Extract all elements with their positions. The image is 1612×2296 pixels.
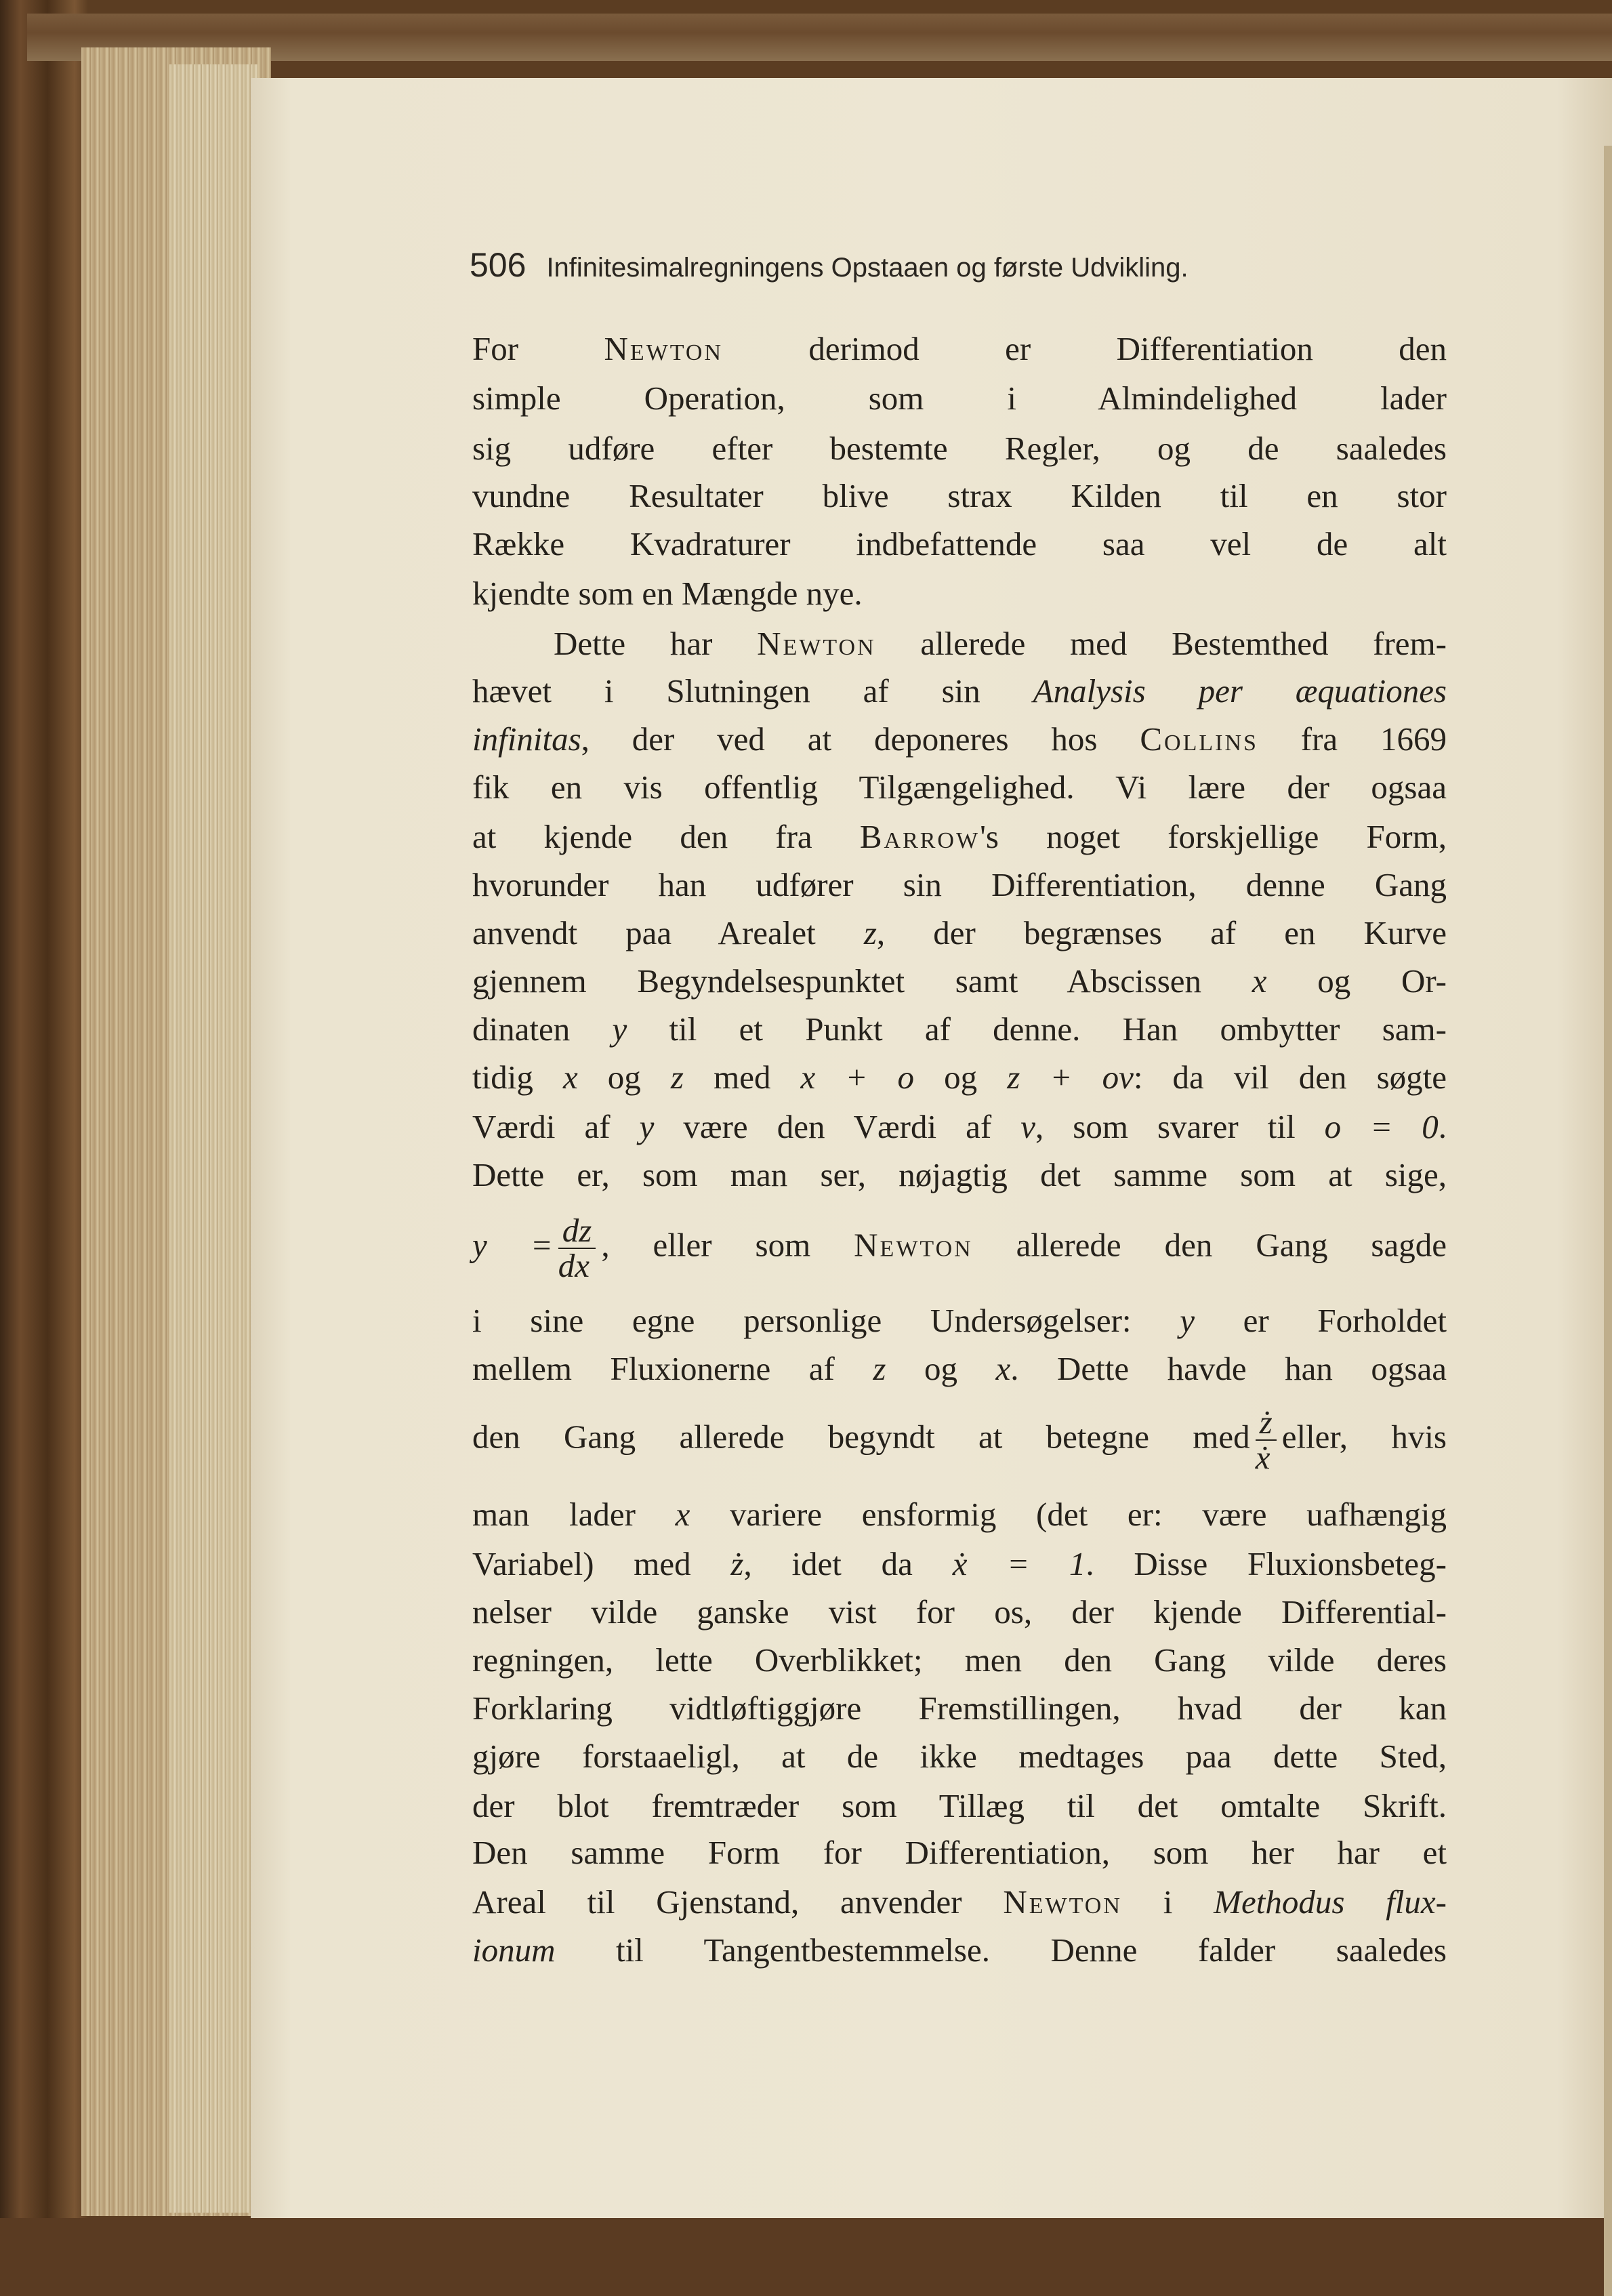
text-run: og bbox=[577, 1059, 671, 1096]
italic-text: z bbox=[670, 1059, 684, 1096]
text-run: Den samme Form for Differentiation, som her har et bbox=[472, 1833, 1447, 1871]
text-line bbox=[472, 1544, 1447, 1584]
text-run: fik en vis offentlig Tilgængelighed. Vi lære der ogsaa bbox=[472, 768, 1447, 806]
text-run: man lader bbox=[472, 1496, 676, 1533]
text-line bbox=[472, 428, 1447, 469]
text-run: regningen, lette Overblikket; men den Gang vilde deres bbox=[472, 1641, 1447, 1679]
text-run: dinaten bbox=[472, 1010, 613, 1048]
text-run: eller, hvis bbox=[1281, 1418, 1447, 1456]
text-run: Række Kvadraturer indbefattende saa vel de alt bbox=[472, 525, 1447, 563]
text-run: sig udføre efter bestemte Regler, og de saaledes bbox=[472, 429, 1447, 467]
text-run: nelser vilde ganske vist for os, der kjende Differential- bbox=[472, 1593, 1447, 1631]
text-run: er Forholdet bbox=[1194, 1302, 1447, 1340]
author-name: Newton bbox=[1003, 1883, 1122, 1921]
text-run: i bbox=[1121, 1883, 1214, 1921]
text-line bbox=[472, 1640, 1447, 1681]
fraction-denominator: ẋ bbox=[1255, 1439, 1270, 1477]
text-line bbox=[472, 1882, 1447, 1923]
author-name: Newton bbox=[854, 1225, 973, 1263]
text-line bbox=[472, 1300, 1447, 1341]
text-run: Dette er, som man ser, nøjagtig det samme som at sige, bbox=[472, 1156, 1447, 1194]
text-run: i sine egne personlige Undersøgelser: bbox=[472, 1302, 1180, 1340]
italic-text: x bbox=[1252, 962, 1267, 1000]
text-line bbox=[472, 1057, 1447, 1098]
text-run: vundne Resultater blive strax Kilden til en stor bbox=[472, 477, 1447, 515]
text-line bbox=[472, 913, 1447, 954]
text-line bbox=[472, 1107, 1447, 1147]
text-line bbox=[472, 865, 1447, 905]
text-line bbox=[472, 961, 1447, 1002]
text-run: tidig bbox=[472, 1059, 563, 1096]
page-number: 506 bbox=[470, 246, 526, 284]
text-run: anvendt paa Arealet bbox=[472, 914, 864, 952]
text-line bbox=[472, 817, 1447, 857]
text-run: kjendte som en Mængde nye. bbox=[472, 575, 863, 613]
text-run: . Dette havde han ogsaa bbox=[1010, 1350, 1447, 1388]
text-run: gjøre forstaaeligl, at de ikke medtages paa dette Sted, bbox=[472, 1737, 1447, 1775]
text-run: og bbox=[914, 1059, 1008, 1096]
italic-text: y bbox=[612, 1010, 627, 1048]
fraction-numerator: ż bbox=[1256, 1406, 1277, 1441]
text-run: den Gang allerede begyndt at betegne med bbox=[472, 1418, 1250, 1456]
italic-text: y = bbox=[472, 1225, 553, 1263]
text-line bbox=[472, 1688, 1447, 1729]
author-name: Newton bbox=[757, 624, 876, 662]
italic-text: Methodus flux- bbox=[1214, 1883, 1447, 1921]
author-name: Barrow bbox=[859, 818, 980, 856]
italic-text: y bbox=[1180, 1302, 1195, 1340]
italic-text: Analysis per æquationes bbox=[1033, 672, 1447, 710]
text-run: og bbox=[886, 1350, 996, 1388]
fraction bbox=[558, 1211, 596, 1284]
text-line bbox=[472, 378, 1447, 419]
italic-text: x + o bbox=[800, 1059, 915, 1096]
text-run: allerede den Gang sagde bbox=[972, 1225, 1447, 1263]
text-run: med bbox=[683, 1059, 801, 1096]
text-run: Værdi af bbox=[472, 1108, 640, 1146]
text-run: og Or- bbox=[1266, 962, 1447, 1000]
fraction-denominator: dx bbox=[558, 1246, 590, 1284]
text-line bbox=[472, 1736, 1447, 1777]
running-header bbox=[470, 245, 1338, 285]
text-line bbox=[472, 476, 1447, 516]
text-run: fra 1669 bbox=[1258, 720, 1447, 758]
text-line bbox=[472, 719, 1447, 760]
text-run: Dette har bbox=[554, 624, 758, 662]
italic-text: z bbox=[863, 914, 877, 952]
text-run: simple Operation, som i Almindelighed lader bbox=[472, 380, 1447, 417]
text-run: Variabel) med bbox=[472, 1545, 731, 1583]
author-name: Collins bbox=[1140, 720, 1258, 758]
text-line bbox=[472, 1592, 1447, 1633]
text-line bbox=[472, 329, 1447, 369]
text-line bbox=[472, 623, 1447, 664]
text-run: at kjende den fra bbox=[472, 818, 860, 856]
text-line bbox=[472, 1155, 1447, 1195]
text-run: til et Punkt af denne. Han ombytter sam- bbox=[627, 1010, 1447, 1048]
text-run: derimod er Differentiation den bbox=[723, 330, 1447, 368]
text-run: : da vil den søgte bbox=[1133, 1059, 1447, 1096]
text-run: , der begrænses af en Kurve bbox=[876, 914, 1447, 952]
text-line bbox=[472, 1349, 1447, 1389]
text-line bbox=[472, 573, 1447, 614]
author-name: Newton bbox=[604, 330, 723, 368]
text-line bbox=[472, 671, 1447, 712]
italic-text: z bbox=[873, 1350, 886, 1388]
text-run: være den Værdi af bbox=[654, 1108, 1021, 1146]
text-line bbox=[472, 767, 1447, 808]
text-line bbox=[472, 524, 1447, 565]
italic-text: o = 0 bbox=[1324, 1108, 1439, 1146]
running-title: Infinitesimalregningens Opstaaen og første Udvikling. bbox=[546, 253, 1189, 283]
page-right-edge bbox=[1604, 146, 1612, 2296]
fraction bbox=[1255, 1403, 1277, 1477]
text-run: , idet da bbox=[743, 1545, 953, 1583]
italic-text: v bbox=[1020, 1108, 1035, 1146]
text-line bbox=[472, 1832, 1447, 1873]
text-run: mellem Fluxionerne af bbox=[472, 1350, 873, 1388]
text-line bbox=[472, 1403, 1447, 1477]
text-line bbox=[472, 1930, 1447, 1971]
text-run: 's noget forskjellige Form, bbox=[980, 818, 1447, 856]
text-run: For bbox=[472, 330, 604, 368]
italic-text: x bbox=[675, 1496, 690, 1533]
text-run: til Tangentbestemmelse. Denne falder saaledes bbox=[555, 1931, 1447, 1969]
text-run: hævet i Slutningen af sin bbox=[472, 672, 1033, 710]
text-line bbox=[472, 1009, 1447, 1050]
text-run: . bbox=[1438, 1108, 1447, 1146]
fraction-numerator: dz bbox=[558, 1214, 596, 1249]
text-run: Forklaring vidtløftiggjøre Fremstillingen, hvad der kan bbox=[472, 1689, 1447, 1727]
italic-text: y bbox=[639, 1108, 655, 1146]
text-line bbox=[472, 1786, 1447, 1826]
text-run: , eller som bbox=[601, 1225, 854, 1263]
italic-text: infinitas bbox=[472, 720, 581, 758]
text-run: Areal til Gjenstand, anvender bbox=[472, 1883, 1004, 1921]
text-line bbox=[472, 1211, 1447, 1284]
text-run: . Disse Fluxionsbeteg- bbox=[1086, 1545, 1447, 1583]
text-run: allerede med Bestemthed frem- bbox=[875, 624, 1447, 662]
text-run: , der ved at deponeres hos bbox=[581, 720, 1140, 758]
italic-text: z + ov bbox=[1007, 1059, 1134, 1096]
italic-text: ẋ = 1 bbox=[952, 1545, 1086, 1583]
italic-text: ionum bbox=[472, 1931, 556, 1969]
italic-text: ż bbox=[730, 1545, 744, 1583]
text-run: , som svarer til bbox=[1035, 1108, 1325, 1146]
italic-text: x bbox=[562, 1059, 578, 1096]
page-edges-inner bbox=[169, 64, 257, 2213]
text-run: hvorunder han udfører sin Differentiation, denne Gang bbox=[472, 866, 1447, 904]
text-line bbox=[472, 1494, 1447, 1535]
text-run: variere ensformig (det er: være uafhængig bbox=[690, 1496, 1447, 1533]
italic-text: x bbox=[995, 1350, 1011, 1388]
text-run: der blot fremtræder som Tillæg til det omtalte Skrift. bbox=[472, 1786, 1447, 1824]
text-run: gjennem Begyndelsespunktet samt Abscissen bbox=[472, 962, 1252, 1000]
